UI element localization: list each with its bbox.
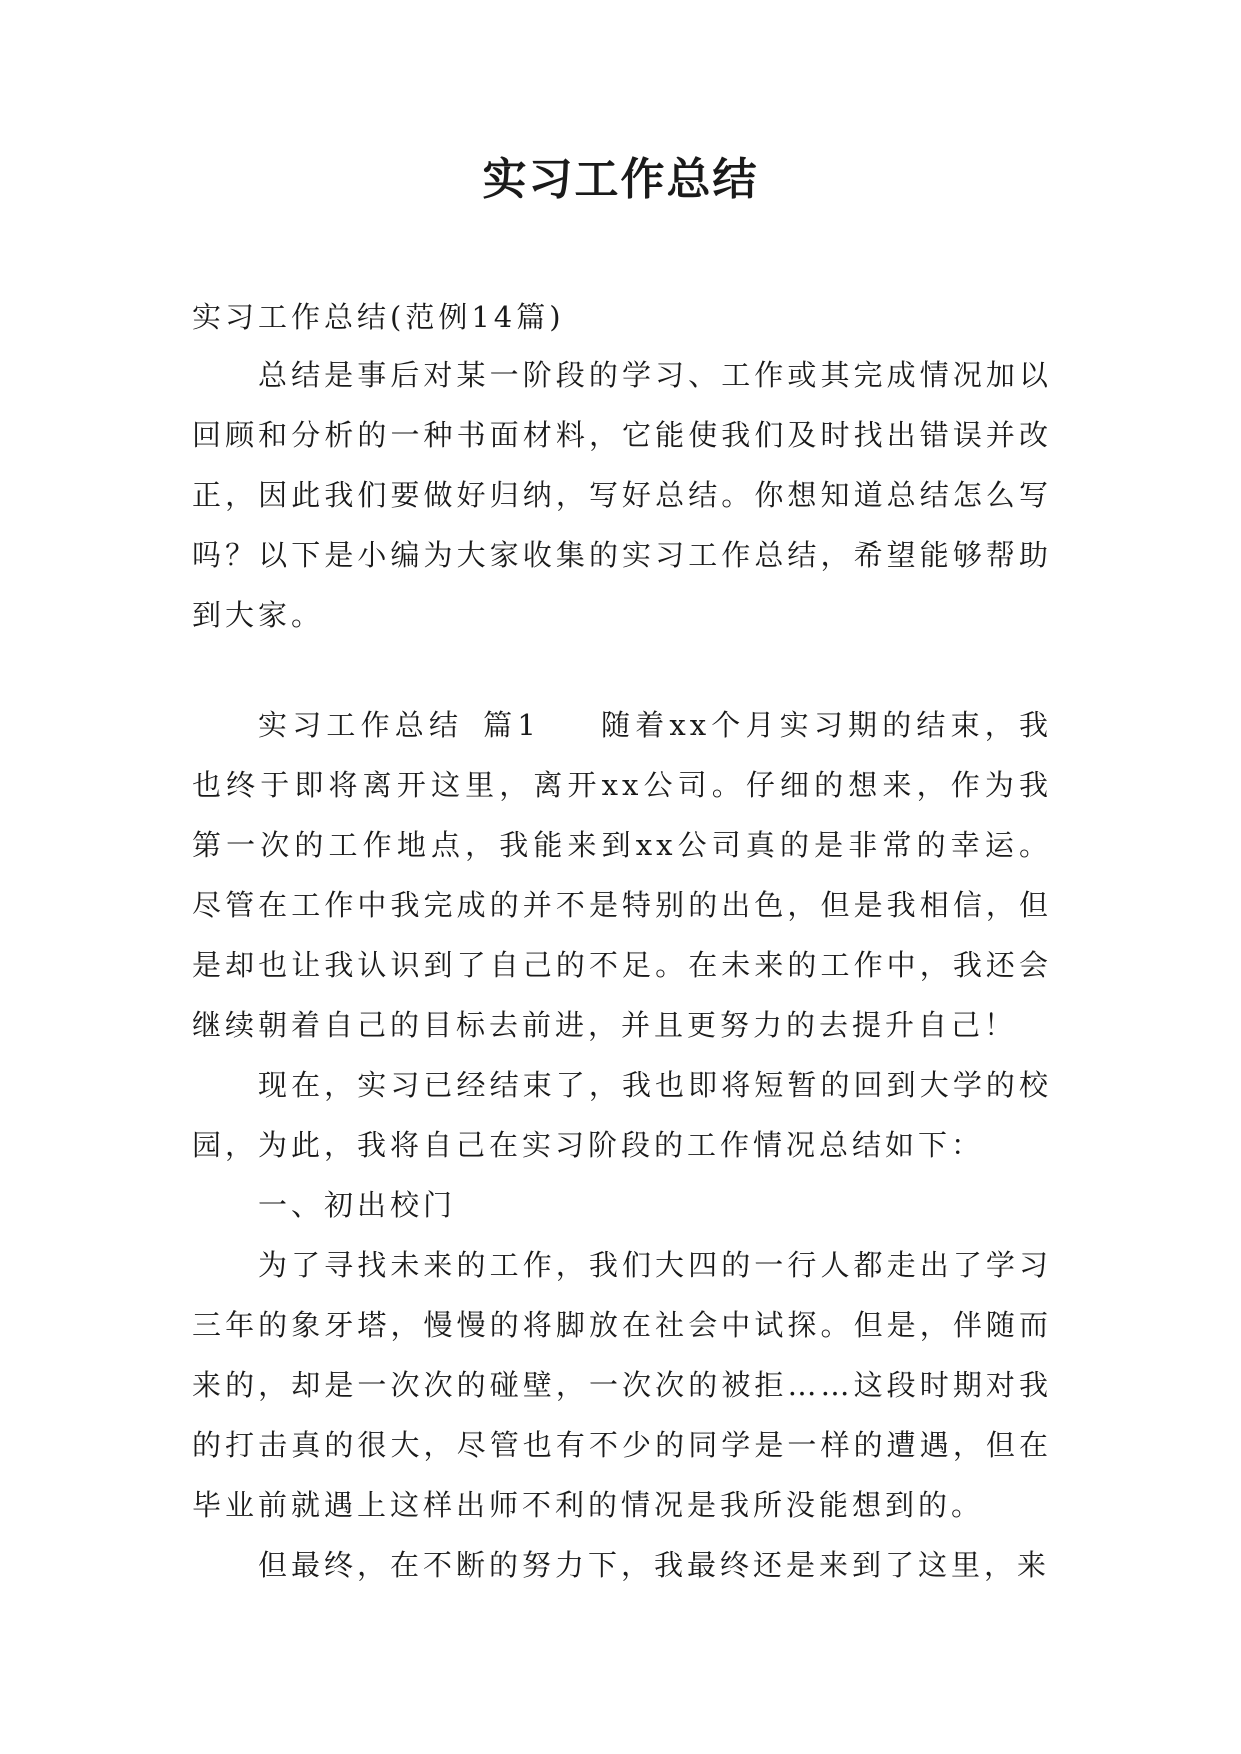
intro-paragraph: 总结是事后对某一阶段的学习、工作或其完成情况加以回顾和分析的一种书面材料，它能使我们及时找出错误并改正，因此我们要做好归纳，写好总结。你想知道总结怎么写吗？以下是小编为大家收集的实习工作总结，希望能够帮助到大家。 — [192, 358, 1052, 632]
paragraph-summary-intro: 现在，实习已经结束了，我也即将短暂的回到大学的校园，为此，我将自己在实习阶段的工作情况总结如下： — [192, 1068, 1052, 1162]
document-title: 实习工作总结 — [482, 154, 759, 205]
section-1-heading: 实习工作总结 — [258, 708, 464, 742]
section-1-lead-text: 随着xx个月实习期的结束，我也终于即将离开这里，离开xx公司。仔细的想来，作为我第一次的工作地点，我能来到xx公司真的是非常的幸运。尽管在工作中我完成的并不是特别的出色，但是我相信，但是却也让我认识到了自己的不足。在未来的工作中，我还会继续朝着自己的目标去前进，并且更努力的去提升自己！ — [192, 708, 1053, 1042]
section-1-first-paragraph — [192, 695, 1052, 1055]
paragraph-job-search: 为了寻找未来的工作，我们大四的一行人都走出了学习三年的象牙塔，慢慢的将脚放在社会中试探。但是，伴随而来的，却是一次次的碰壁，一次次的被拒……这段时期对我的打击真的很大，尽管也有不少的同学是一样的遭遇，但在毕业前就遇上这样出师不利的情况是我所没能想到的。 — [192, 1248, 1052, 1522]
section-1 — [192, 695, 1052, 1595]
section-1-number: 篇1 — [483, 708, 540, 742]
document-subtitle: 实习工作总结(范例14篇) — [192, 300, 565, 334]
paragraph-final-arrival: 但最终，在不断的努力下，我最终还是来到了这里，来 — [258, 1548, 1051, 1582]
subheading-first-leaving-school: 一、初出校门 — [258, 1188, 457, 1222]
